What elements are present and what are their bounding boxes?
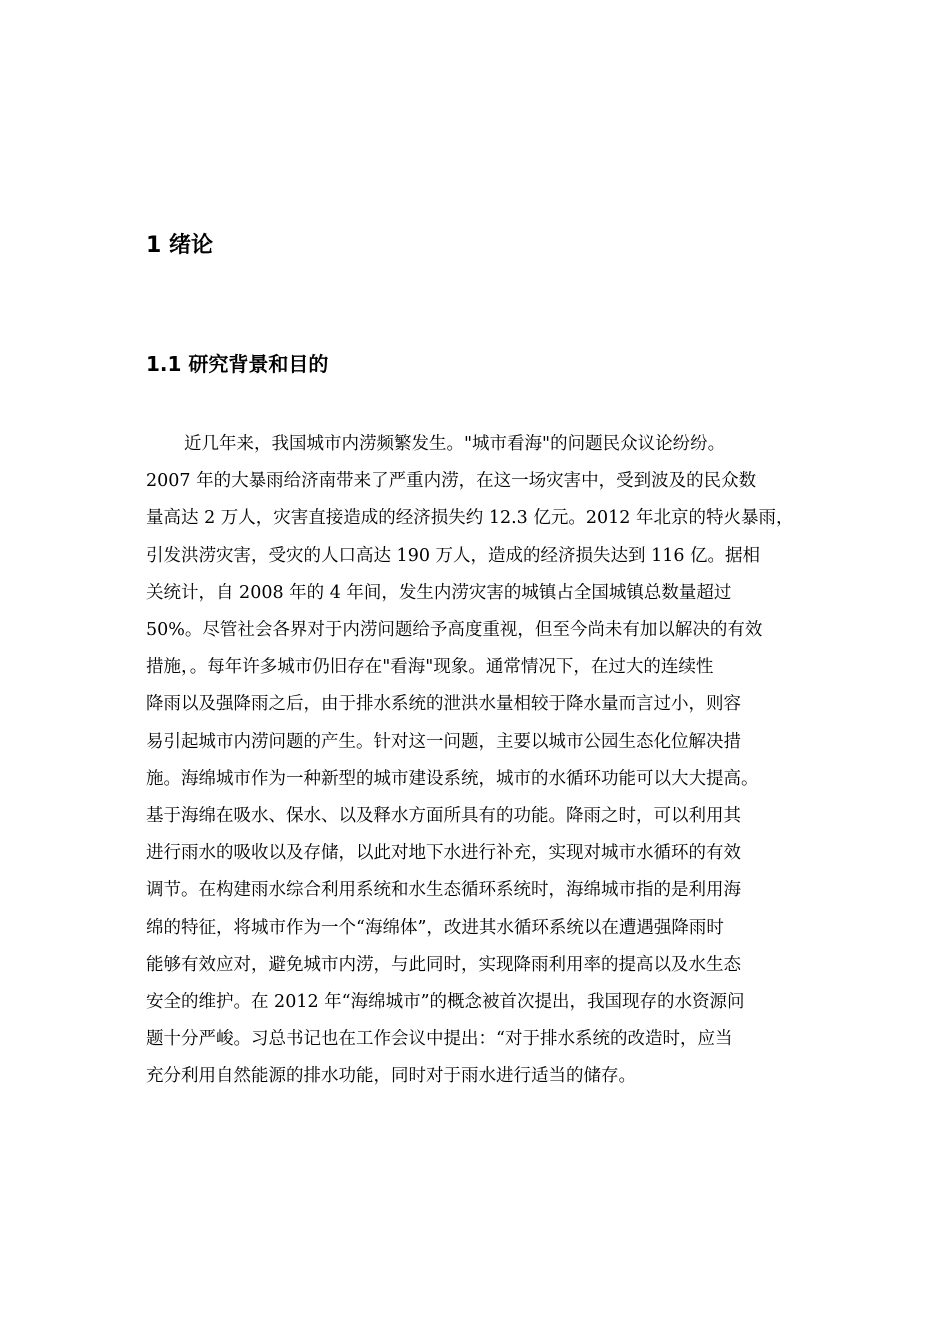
paragraph-line: 进行雨水的吸收以及存储，以此对地下水进行补充，实现对城市水循环的有效 [146, 843, 741, 864]
paragraph-line: 近几年来，我国城市内涝频繁发生。"城市看海"的问题民众议论纷纷。 [184, 434, 726, 454]
paragraph-line: 关统计，自 2008 年的 4 年间，发生内涝灾害的城镇占全国城镇总数量超过 [146, 582, 732, 603]
paragraph-line: 措施，。每年许多城市仍旧存在"看海"现象。通常情况下，在过大的连续性 [146, 657, 714, 678]
paragraph-line: 充分利用自然能源的排水功能，同时对于雨水进行适当的储存。 [146, 1066, 636, 1087]
paragraph-line: 调节。在构建雨水综合利用系统和水生态循环系统时，海绵城市指的是利用海 [146, 880, 741, 901]
paragraph-line: 基于海绵在吸水、保水、以及释水方面所具有的功能。降雨之时，可以利用其 [146, 806, 741, 827]
paragraph-line: 2007 年的大暴雨给济南带来了严重内涝，在这一场灾害中，受到波及的民众数 [146, 471, 757, 492]
section-title: 1.1 研究背景和目的 [146, 352, 329, 376]
paragraph-line: 题十分严峻。习总书记也在工作会议中提出：“对于排水系统的改造时，应当 [146, 1029, 733, 1050]
paragraph-line: 量高达 2 万人，灾害直接造成的经济损失约 12.3 亿元。2012 年北京的特火暴雨， [146, 508, 794, 529]
paragraph-line: 施。海绵城市作为一种新型的城市建设系统，城市的水循环功能可以大大提高。 [146, 768, 759, 789]
paragraph-line: 50%。尽管社会各界对于内涝问题给予高度重视，但至今尚未有加以解决的有效 [146, 620, 763, 641]
chapter-title: 1 绪论 [146, 233, 213, 258]
body-paragraph [146, 426, 814, 1096]
paragraph-line: 安全的维护。在 2012 年“海绵城市”的概念被首次提出，我国现存的水资源问 [146, 992, 745, 1013]
paragraph-line: 能够有效应对，避免城市内涝，与此同时，实现降雨利用率的提高以及水生态 [146, 954, 741, 975]
paragraph-line: 绵的特征，将城市作为一个“海绵体”，改进其水循环系统以在遭遇强降雨时 [146, 917, 724, 938]
paragraph-line: 降雨以及强降雨之后，由于排水系统的泄洪水量相较于降水量而言过小，则容 [146, 694, 741, 715]
paragraph-line: 易引起城市内涝问题的产生。针对这一问题，主要以城市公园生态化位解决措 [146, 731, 741, 752]
paragraph-line: 引发洪涝灾害，受灾的人口高达 190 万人，造成的经济损失达到 116 亿。据相 [146, 545, 761, 566]
